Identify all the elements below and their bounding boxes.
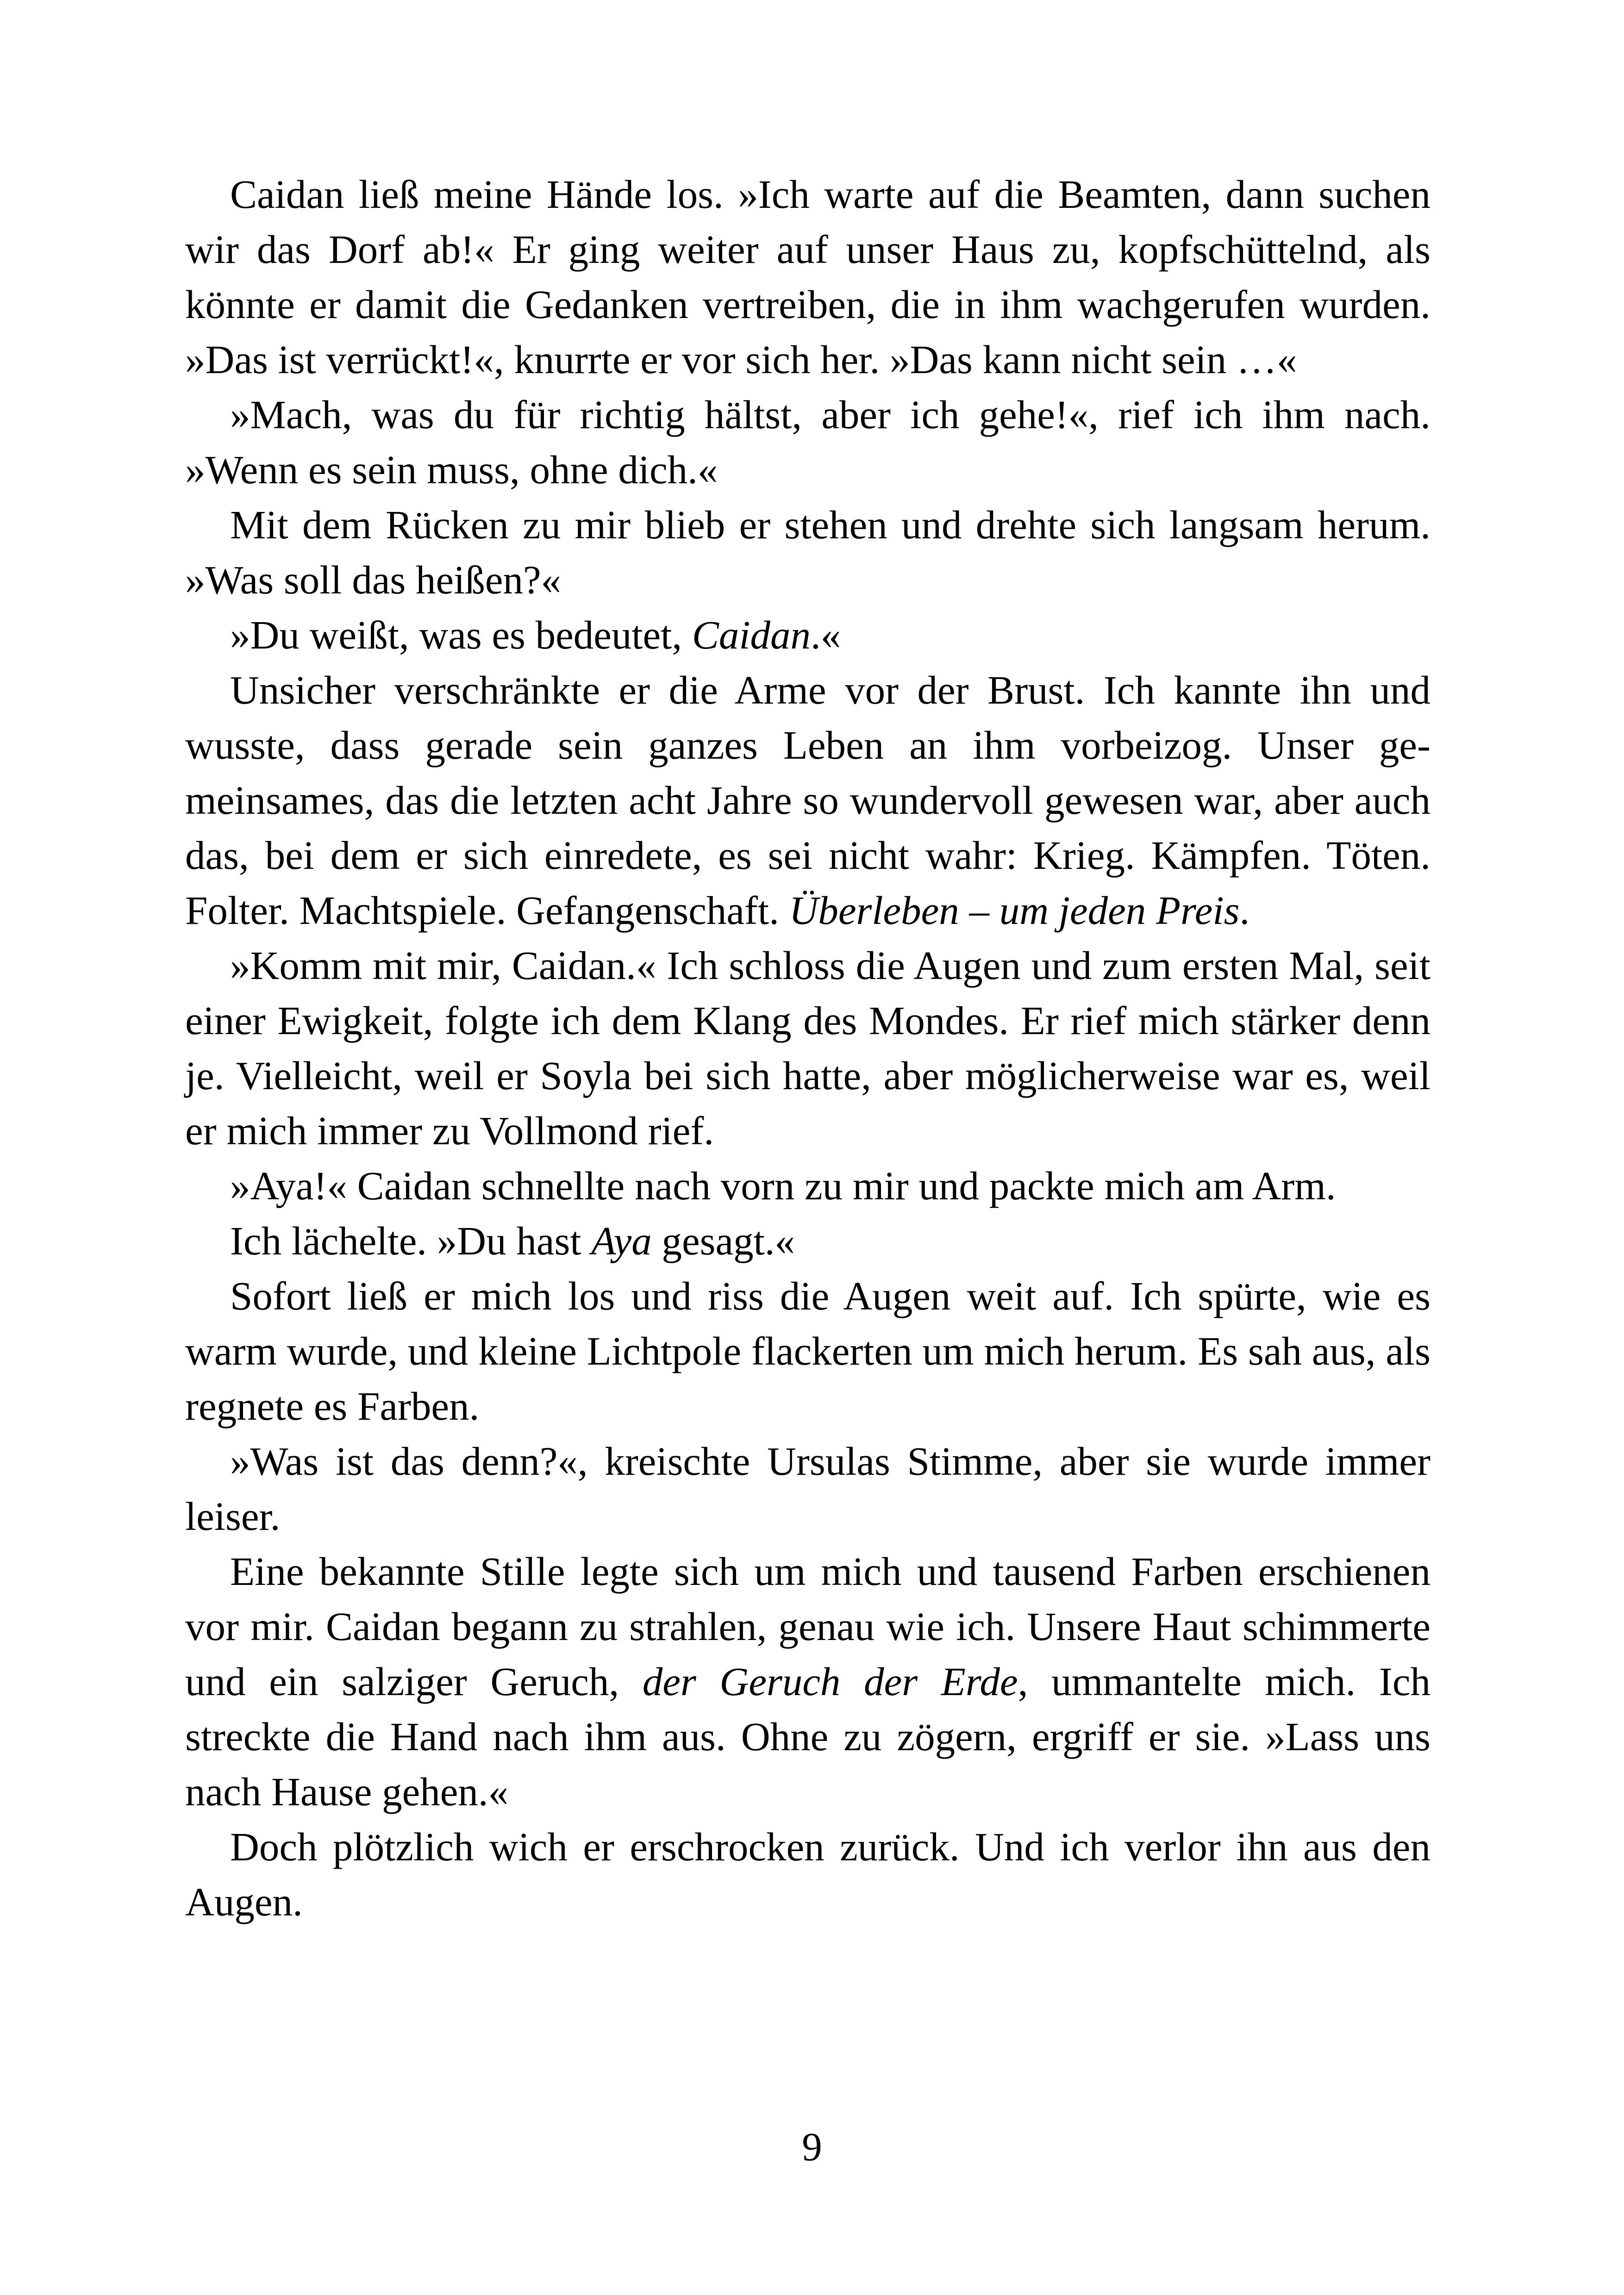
text-run: Sofort ließ er mich los und riss die Augen weit auf. Ich spürte, wie es warm wurde, und kleine Lichtpole flackerten um mich herum. Es sah aus, als regnete es Farben.	[185, 1273, 1430, 1428]
italic-text: Aya	[591, 1218, 652, 1263]
text-run: Mit dem Rücken zu mir blieb er stehen und drehte sich langsam herum. »Was soll das heißen?«	[185, 502, 1430, 602]
paragraph	[185, 1268, 1430, 1434]
text-run: gesagt.«	[651, 1218, 795, 1263]
text-run: »Komm mit mir, Caidan.« Ich schloss die Augen und zum ersten Mal, seit einer Ewigkeit, folgte ich dem Klang des Mondes. Er rief mich stärker denn je. Vielleicht, weil er Soyla bei sich hatte, aber möglicherweise war es, weil er mich immer zu Vollmond rief.	[185, 943, 1430, 1153]
paragraph	[185, 607, 1430, 662]
paragraph	[185, 387, 1430, 497]
body-text	[185, 167, 1430, 1929]
paragraph	[185, 1819, 1430, 1929]
paragraph	[185, 167, 1430, 387]
paragraph	[185, 1544, 1430, 1819]
text-run: »Aya!« Caidan schnellte nach vorn zu mir und packte mich am Arm.	[230, 1163, 1336, 1208]
text-run: Ich lächelte. »Du hast	[230, 1218, 592, 1263]
text-run: Eine bekannte Stille legte sich um mich und tausend Farben erschienen vor mir. Caidan begann zu strahlen, genau wie ich. Unsere Haut schimmerte und ein salziger Geruch,	[185, 1549, 1430, 1704]
italic-text: Überleben – um jeden Preis	[789, 888, 1240, 933]
page-number: 9	[802, 2124, 822, 2169]
text-run: »Mach, was du für richtig hältst, aber ich gehe!«, rief ich ihm nach. »Wenn es sein muss, ohne dich.«	[185, 392, 1430, 492]
paragraph	[185, 1158, 1430, 1213]
text-run: »Was ist das denn?«, kreischte Ursulas Stimme, aber sie wurde immer leiser.	[185, 1439, 1430, 1539]
paragraph	[185, 1434, 1430, 1544]
italic-text: der Geruch der Erde	[642, 1659, 1018, 1704]
text-run: .«	[811, 612, 841, 657]
text-run: Unsicher verschränkte er die Arme vor der Brust. Ich kannte ihn und wusste, dass gerade sein ganzes Leben an ihm vorbeizog. Unser gemeinsames, das die letzten acht Jahre so wundervoll gewesen war, aber auch das, bei dem er sich einredete, es sei nicht wahr: Krieg. Kämpfen. Töten. Folter. Machtspiele. Gefangenschaft.	[185, 667, 1430, 933]
text-run: .	[1239, 888, 1250, 933]
italic-text: Caidan	[692, 612, 811, 657]
text-run: Caidan ließ meine Hände los. »Ich warte auf die Beamten, dann suchen wir das Dorf ab!« Er ging weiter auf unser Haus zu, kopfschüttelnd, als könnte er damit die Gedanken vertreiben, die in ihm wachgerufen wurden. »Das ist verrückt!«, knurrte er vor sich her. »Das kann nicht sein …«	[185, 172, 1430, 382]
paragraph	[185, 497, 1430, 607]
paragraph	[185, 662, 1430, 938]
paragraph	[185, 1213, 1430, 1268]
text-run: Doch plötzlich wich er erschrocken zurück. Und ich verlor ihn aus den Augen.	[185, 1824, 1430, 1924]
text-run: »Du weißt, was es bedeutet,	[230, 612, 692, 657]
paragraph	[185, 938, 1430, 1158]
text-run: , ummantelte mich. Ich streckte die Hand nach ihm aus. Ohne zu zögern, ergriff er sie. »Lass uns nach Hause gehen.«	[185, 1659, 1431, 1814]
